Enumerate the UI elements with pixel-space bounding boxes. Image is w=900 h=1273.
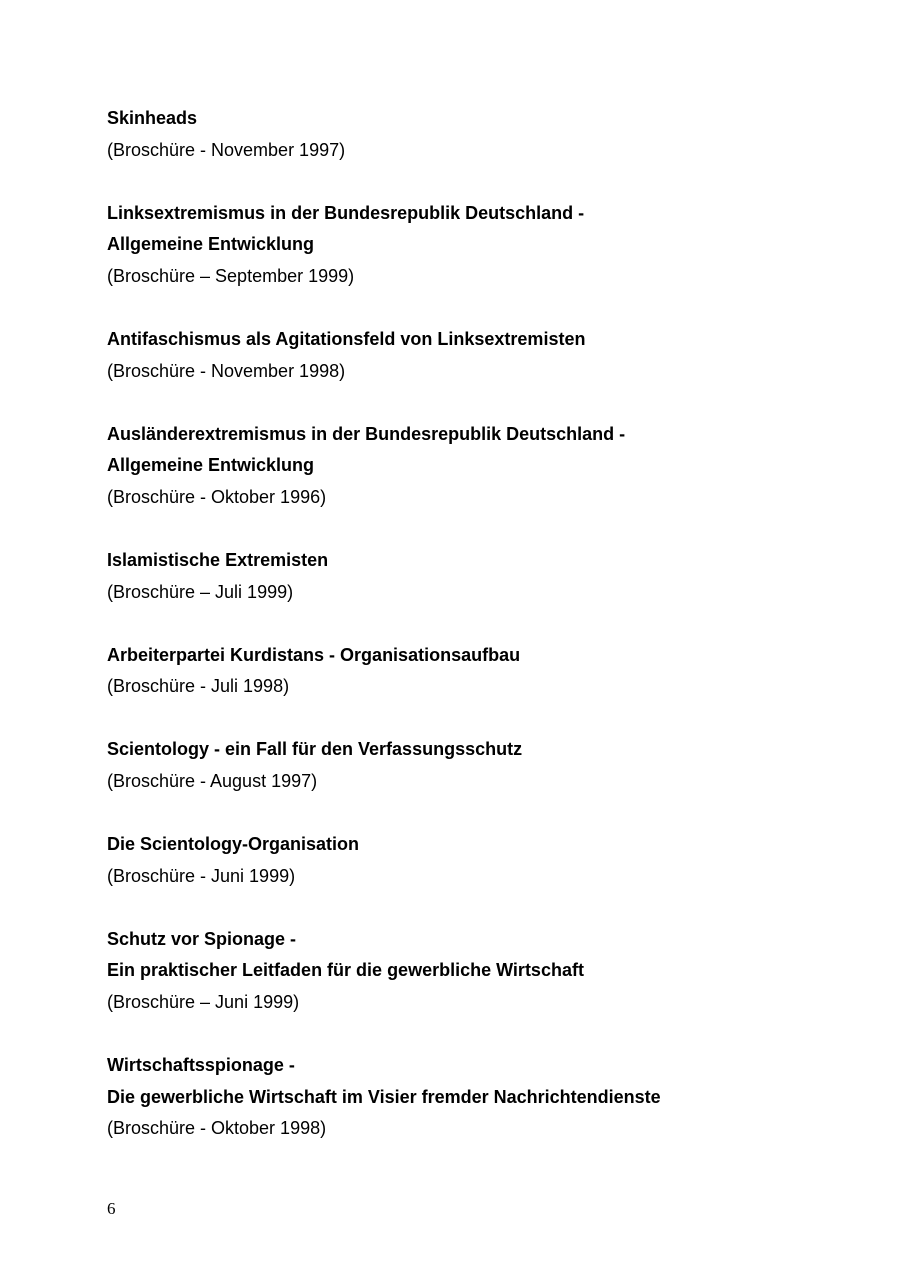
publication-title: Antifaschismus als Agitationsfeld von Linksextremisten <box>107 328 586 349</box>
publication-title-continued: Allgemeine Entwicklung <box>107 234 315 255</box>
page-number: 6 <box>107 1199 116 1218</box>
publication-note: (Broschüre - Juni 1999) <box>107 865 296 886</box>
publication-entry <box>107 924 827 1019</box>
publication-entry <box>107 198 827 293</box>
publication-title: Linksextremismus in der Bundesrepublik Deutschland - <box>107 202 585 223</box>
publication-title-continued: Allgemeine Entwicklung <box>107 455 315 476</box>
publication-title: Skinheads <box>107 108 198 128</box>
publication-title: Wirtschaftsspionage - <box>107 1054 295 1075</box>
publication-entry <box>107 829 827 892</box>
publication-title: Arbeiterpartei Kurdistans - Organisationsaufbau <box>107 644 521 665</box>
publication-entry <box>107 640 827 703</box>
publication-note: (Broschüre - November 1998) <box>107 360 346 381</box>
publication-entry <box>107 734 827 797</box>
publication-title-continued: Ein praktischer Leitfaden für die gewerbliche Wirtschaft <box>107 960 584 981</box>
publication-note: (Broschüre - Juli 1998) <box>107 676 290 697</box>
publication-note: (Broschüre - Oktober 1996) <box>107 486 327 507</box>
publication-entry <box>107 419 827 514</box>
publication-entry <box>107 1050 827 1145</box>
publication-entry <box>107 103 827 166</box>
publication-title: Schutz vor Spionage - <box>107 928 297 949</box>
publication-note: (Broschüre - November 1997) <box>107 139 346 160</box>
publication-note: (Broschüre - August 1997) <box>107 770 318 791</box>
publication-entry <box>107 324 827 387</box>
publication-title-continued: Die gewerbliche Wirtschaft im Visier fremder Nachrichtendienste <box>107 1086 661 1107</box>
publication-list <box>107 103 827 1176</box>
publication-title: Islamistische Extremisten <box>107 549 329 570</box>
publication-entry <box>107 545 827 608</box>
publication-title: Ausländerextremismus in der Bundesrepublik Deutschland - <box>107 423 626 444</box>
publication-note: (Broschüre – Juli 1999) <box>107 581 294 602</box>
publication-title: Scientology - ein Fall für den Verfassungsschutz <box>107 739 523 760</box>
publication-title: Die Scientology-Organisation <box>107 834 360 854</box>
publication-note: (Broschüre – September 1999) <box>107 265 355 286</box>
publication-note: (Broschüre - Oktober 1998) <box>107 1118 327 1139</box>
publication-note: (Broschüre – Juni 1999) <box>107 991 300 1012</box>
